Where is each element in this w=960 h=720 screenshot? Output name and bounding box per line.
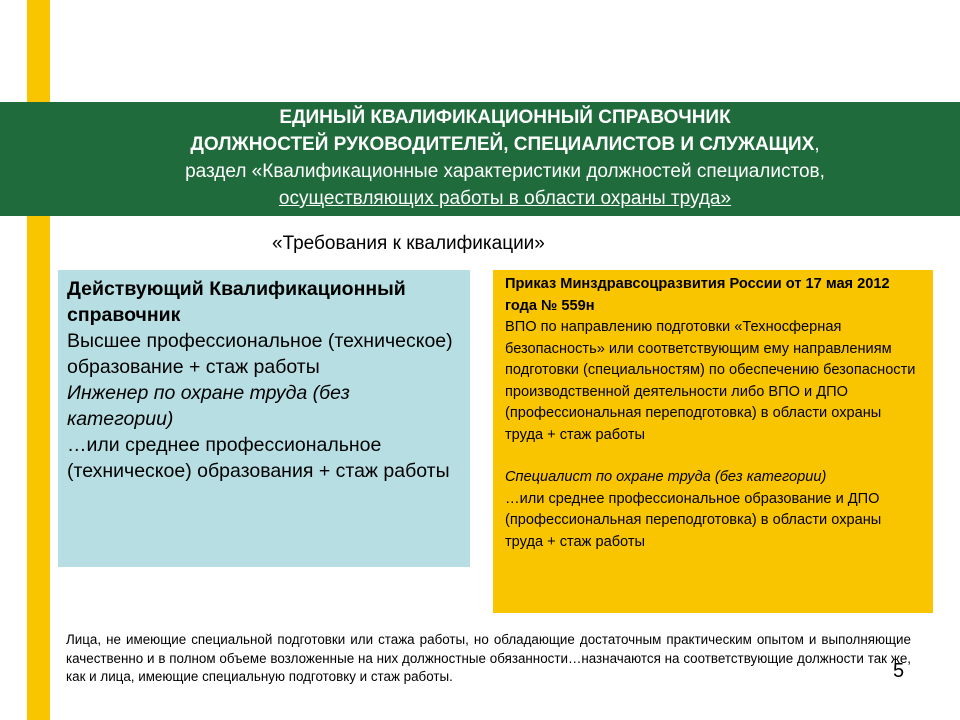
right-box-text-1: ВПО по направлению подготовки «Техносферная безопасность» или соответствующим ему направлениям подготовки (специальностям) по обеспечению безопасности производственной деятельности либо ВПО и ДПО (профессиональная переподготовка) в области охраны труда + стаж работы [505, 319, 916, 443]
right-box-title: Приказ Минздравсоцразвития России от 17 мая 2012 года № 559н [505, 276, 890, 314]
header-line-2-suffix: , [814, 134, 820, 155]
header-line-3: раздел «Квалификационные характеристики должностей специалистов, [185, 161, 825, 182]
right-box-spacer [505, 446, 923, 467]
left-box-title: Действующий Квалификационный справочник [67, 278, 406, 326]
header-line-4: осуществляющих работы в области охраны труда» [278, 188, 732, 209]
left-box-text-1: Высшее профессиональное (техническое) образование + стаж работы [67, 330, 453, 378]
left-box-text-2: …или среднее профессиональное (техническое) образования + стаж работы [67, 434, 450, 482]
current-handbook-box [58, 270, 470, 567]
subtitle: «Требования к квалификации» [272, 233, 545, 254]
footnote: Лица, не имеющие специальной подготовки или стажа работы, но обладающие достаточным практическим опытом и выполняющие качественно и в полном объеме возложенные на них должностные обязанности…назначаются на соответствующие должности так же, как и лица, имеющие специальную подготовку и стаж работы. [66, 632, 911, 684]
header-line-2 [60, 131, 950, 158]
header-line-1: ЕДИНЫЙ КВАЛИФИКАЦИОННЫЙ СПРАВОЧНИК [279, 107, 731, 128]
left-box-position: Инженер по охране труда (без категории) [67, 382, 350, 430]
page-number: 5 [893, 660, 905, 682]
header-line-2-text: ДОЛЖНОСТЕЙ РУКОВОДИТЕЛЕЙ, СПЕЦИАЛИСТОВ И СЛУЖАЩИХ [190, 134, 815, 155]
right-box-text-2: …или среднее профессиональное образование и ДПО (профессиональная переподготовка) в области охраны труда + стаж работы [505, 490, 882, 550]
right-box-position: Специалист по охране труда (без категории) [505, 469, 827, 485]
slide-header [60, 104, 950, 212]
order-559n-box [493, 270, 933, 613]
